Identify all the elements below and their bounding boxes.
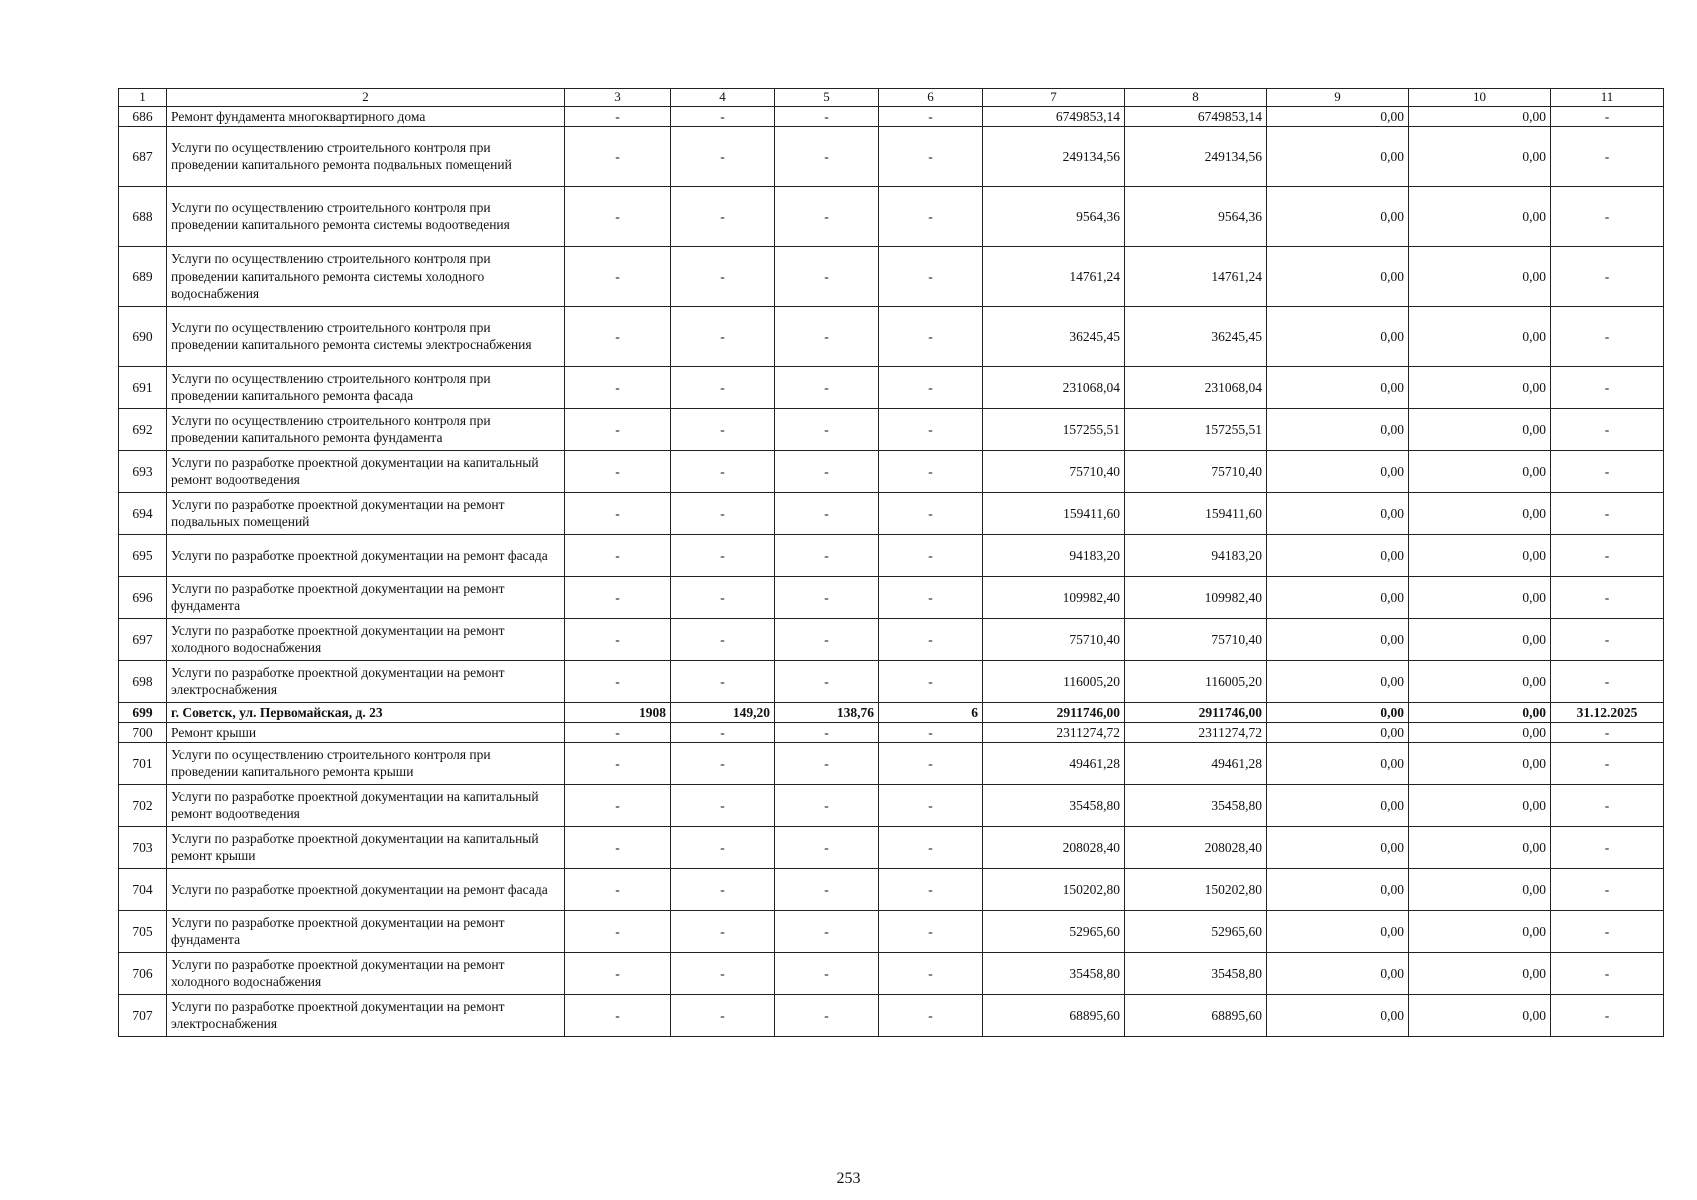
other-cost-cell: 0,00 (1409, 952, 1551, 994)
total-cost-cell: 35458,80 (983, 952, 1125, 994)
row-number-cell: 692 (119, 408, 167, 450)
total-area-cell: - (671, 534, 775, 576)
build-year-cell: - (565, 408, 671, 450)
row-number-cell: 697 (119, 618, 167, 660)
living-area-cell: - (775, 952, 879, 994)
living-area-cell: - (775, 784, 879, 826)
deadline-cell: - (1551, 186, 1664, 246)
deadline-cell: - (1551, 408, 1664, 450)
total-area-cell: - (671, 366, 775, 408)
living-area-cell: - (775, 742, 879, 784)
total-area-cell: - (671, 306, 775, 366)
residents-cell: - (879, 660, 983, 702)
budget-cost-cell: 0,00 (1267, 492, 1409, 534)
row-number-cell: 696 (119, 576, 167, 618)
living-area-cell: - (775, 722, 879, 742)
fund-cost-cell: 35458,80 (1125, 952, 1267, 994)
build-year-cell: - (565, 952, 671, 994)
budget-cost-cell: 0,00 (1267, 722, 1409, 742)
deadline-cell: - (1551, 576, 1664, 618)
fund-cost-cell: 6749853,14 (1125, 106, 1267, 126)
deadline-cell: - (1551, 246, 1664, 306)
total-area-cell: - (671, 246, 775, 306)
residents-cell: - (879, 492, 983, 534)
living-area-cell: - (775, 994, 879, 1036)
row-number-cell: 694 (119, 492, 167, 534)
total-area-cell: - (671, 660, 775, 702)
living-area-cell: - (775, 868, 879, 910)
other-cost-cell: 0,00 (1409, 366, 1551, 408)
total-area-cell: - (671, 576, 775, 618)
deadline-cell: - (1551, 534, 1664, 576)
fund-cost-cell: 231068,04 (1125, 366, 1267, 408)
work-name-cell: Услуги по разработке проектной документации на капитальный ремонт водоотведения (167, 784, 565, 826)
fund-cost-cell: 9564,36 (1125, 186, 1267, 246)
fund-cost-cell: 35458,80 (1125, 784, 1267, 826)
table-row (119, 186, 1664, 246)
table-row (119, 742, 1664, 784)
total-cost-cell: 208028,40 (983, 826, 1125, 868)
deadline-cell: 31.12.2025 (1551, 702, 1664, 722)
budget-cost-cell: 0,00 (1267, 106, 1409, 126)
build-year-cell: - (565, 660, 671, 702)
total-cost-cell: 52965,60 (983, 910, 1125, 952)
budget-cost-cell: 0,00 (1267, 952, 1409, 994)
other-cost-cell: 0,00 (1409, 186, 1551, 246)
fund-cost-cell: 2911746,00 (1125, 702, 1267, 722)
row-number-cell: 693 (119, 450, 167, 492)
table-row (119, 722, 1664, 742)
work-name-cell: Ремонт фундамента многоквартирного дома (167, 106, 565, 126)
total-cost-cell: 36245,45 (983, 306, 1125, 366)
fund-cost-cell: 116005,20 (1125, 660, 1267, 702)
other-cost-cell: 0,00 (1409, 408, 1551, 450)
row-number-cell: 687 (119, 126, 167, 186)
work-name-cell: Услуги по разработке проектной документации на ремонт холодного водоснабжения (167, 618, 565, 660)
other-cost-cell: 0,00 (1409, 826, 1551, 868)
living-area-cell: - (775, 534, 879, 576)
work-name-cell: г. Советск, ул. Первомайская, д. 23 (167, 702, 565, 722)
living-area-cell: - (775, 910, 879, 952)
total-area-cell: - (671, 126, 775, 186)
build-year-cell: 1908 (565, 702, 671, 722)
work-name-cell: Услуги по осуществлению строительного контроля при проведении капитального ремонта фасада (167, 366, 565, 408)
deadline-cell: - (1551, 722, 1664, 742)
column-header: 2 (167, 89, 565, 107)
budget-cost-cell: 0,00 (1267, 910, 1409, 952)
deadline-cell: - (1551, 618, 1664, 660)
budget-cost-cell: 0,00 (1267, 126, 1409, 186)
residents-cell: - (879, 106, 983, 126)
residents-cell: - (879, 576, 983, 618)
build-year-cell: - (565, 868, 671, 910)
page-number: 253 (836, 1170, 861, 1187)
build-year-cell: - (565, 450, 671, 492)
deadline-cell: - (1551, 952, 1664, 994)
fund-cost-cell: 52965,60 (1125, 910, 1267, 952)
document-sheet (118, 88, 1663, 1037)
fund-cost-cell: 157255,51 (1125, 408, 1267, 450)
fund-cost-cell: 49461,28 (1125, 742, 1267, 784)
living-area-cell: - (775, 306, 879, 366)
build-year-cell: - (565, 910, 671, 952)
other-cost-cell: 0,00 (1409, 106, 1551, 126)
fund-cost-cell: 75710,40 (1125, 618, 1267, 660)
other-cost-cell: 0,00 (1409, 618, 1551, 660)
build-year-cell: - (565, 784, 671, 826)
table-row (119, 126, 1664, 186)
table-row (119, 408, 1664, 450)
work-name-cell: Услуги по осуществлению строительного контроля при проведении капитального ремонта системы электроснабжения (167, 306, 565, 366)
column-header: 7 (983, 89, 1125, 107)
column-header: 11 (1551, 89, 1664, 107)
table-row (119, 784, 1664, 826)
row-number-cell: 706 (119, 952, 167, 994)
fund-cost-cell: 150202,80 (1125, 868, 1267, 910)
deadline-cell: - (1551, 784, 1664, 826)
fund-cost-cell: 68895,60 (1125, 994, 1267, 1036)
row-number-cell: 688 (119, 186, 167, 246)
work-name-cell: Услуги по разработке проектной документации на капитальный ремонт крыши (167, 826, 565, 868)
total-cost-cell: 68895,60 (983, 994, 1125, 1036)
row-number-cell: 698 (119, 660, 167, 702)
budget-cost-cell: 0,00 (1267, 618, 1409, 660)
work-name-cell: Услуги по разработке проектной документации на ремонт электроснабжения (167, 994, 565, 1036)
total-area-cell: - (671, 618, 775, 660)
build-year-cell: - (565, 492, 671, 534)
row-number-cell: 686 (119, 106, 167, 126)
other-cost-cell: 0,00 (1409, 742, 1551, 784)
budget-cost-cell: 0,00 (1267, 534, 1409, 576)
total-area-cell: 149,20 (671, 702, 775, 722)
deadline-cell: - (1551, 660, 1664, 702)
work-name-cell: Ремонт крыши (167, 722, 565, 742)
living-area-cell: - (775, 576, 879, 618)
column-header: 1 (119, 89, 167, 107)
fund-cost-cell: 94183,20 (1125, 534, 1267, 576)
living-area-cell: - (775, 246, 879, 306)
fund-cost-cell: 208028,40 (1125, 826, 1267, 868)
deadline-cell: - (1551, 106, 1664, 126)
deadline-cell: - (1551, 450, 1664, 492)
work-name-cell: Услуги по разработке проектной документации на ремонт подвальных помещений (167, 492, 565, 534)
budget-cost-cell: 0,00 (1267, 408, 1409, 450)
build-year-cell: - (565, 742, 671, 784)
row-number-cell: 707 (119, 994, 167, 1036)
table-row (119, 952, 1664, 994)
budget-cost-cell: 0,00 (1267, 826, 1409, 868)
living-area-cell: - (775, 126, 879, 186)
other-cost-cell: 0,00 (1409, 534, 1551, 576)
total-area-cell: - (671, 722, 775, 742)
work-name-cell: Услуги по разработке проектной документации на ремонт фасада (167, 534, 565, 576)
residents-cell: - (879, 534, 983, 576)
total-cost-cell: 49461,28 (983, 742, 1125, 784)
residents-cell: - (879, 618, 983, 660)
row-number-cell: 704 (119, 868, 167, 910)
residents-cell: - (879, 408, 983, 450)
fund-cost-cell: 36245,45 (1125, 306, 1267, 366)
living-area-cell: - (775, 408, 879, 450)
budget-cost-cell: 0,00 (1267, 186, 1409, 246)
living-area-cell: - (775, 106, 879, 126)
other-cost-cell: 0,00 (1409, 450, 1551, 492)
deadline-cell: - (1551, 126, 1664, 186)
total-area-cell: - (671, 994, 775, 1036)
build-year-cell: - (565, 106, 671, 126)
residents-cell: - (879, 306, 983, 366)
build-year-cell: - (565, 534, 671, 576)
fund-cost-cell: 159411,60 (1125, 492, 1267, 534)
fund-cost-cell: 249134,56 (1125, 126, 1267, 186)
work-name-cell: Услуги по разработке проектной документации на капитальный ремонт водоотведения (167, 450, 565, 492)
residents-cell: - (879, 450, 983, 492)
total-cost-cell: 75710,40 (983, 618, 1125, 660)
total-cost-cell: 94183,20 (983, 534, 1125, 576)
deadline-cell: - (1551, 910, 1664, 952)
residents-cell: - (879, 910, 983, 952)
table-row (119, 450, 1664, 492)
table-row (119, 660, 1664, 702)
total-area-cell: - (671, 408, 775, 450)
other-cost-cell: 0,00 (1409, 126, 1551, 186)
residents-cell: - (879, 722, 983, 742)
budget-cost-cell: 0,00 (1267, 994, 1409, 1036)
total-cost-cell: 2311274,72 (983, 722, 1125, 742)
work-name-cell: Услуги по осуществлению строительного контроля при проведении капитального ремонта фундамента (167, 408, 565, 450)
budget-cost-cell: 0,00 (1267, 450, 1409, 492)
total-area-cell: - (671, 784, 775, 826)
living-area-cell: - (775, 450, 879, 492)
column-header: 8 (1125, 89, 1267, 107)
row-number-cell: 691 (119, 366, 167, 408)
table-row (119, 618, 1664, 660)
build-year-cell: - (565, 246, 671, 306)
other-cost-cell: 0,00 (1409, 994, 1551, 1036)
fund-cost-cell: 14761,24 (1125, 246, 1267, 306)
other-cost-cell: 0,00 (1409, 660, 1551, 702)
column-header: 4 (671, 89, 775, 107)
total-area-cell: - (671, 910, 775, 952)
row-number-cell: 705 (119, 910, 167, 952)
residents-cell: - (879, 186, 983, 246)
total-area-cell: - (671, 186, 775, 246)
build-year-cell: - (565, 576, 671, 618)
residents-cell: - (879, 784, 983, 826)
column-header: 10 (1409, 89, 1551, 107)
build-year-cell: - (565, 366, 671, 408)
total-cost-cell: 35458,80 (983, 784, 1125, 826)
column-header: 6 (879, 89, 983, 107)
total-cost-cell: 9564,36 (983, 186, 1125, 246)
residents-cell: - (879, 826, 983, 868)
table-body (119, 106, 1664, 1036)
total-cost-cell: 159411,60 (983, 492, 1125, 534)
build-year-cell: - (565, 306, 671, 366)
column-header: 9 (1267, 89, 1409, 107)
work-name-cell: Услуги по осуществлению строительного контроля при проведении капитального ремонта системы водоотведения (167, 186, 565, 246)
living-area-cell: - (775, 186, 879, 246)
total-cost-cell: 14761,24 (983, 246, 1125, 306)
row-number-cell: 701 (119, 742, 167, 784)
work-name-cell: Услуги по разработке проектной документации на ремонт фасада (167, 868, 565, 910)
table-row (119, 306, 1664, 366)
other-cost-cell: 0,00 (1409, 702, 1551, 722)
residents-cell: - (879, 868, 983, 910)
build-year-cell: - (565, 186, 671, 246)
budget-cost-cell: 0,00 (1267, 702, 1409, 722)
row-number-cell: 695 (119, 534, 167, 576)
table-row (119, 492, 1664, 534)
fund-cost-cell: 2311274,72 (1125, 722, 1267, 742)
residents-cell: - (879, 246, 983, 306)
total-cost-cell: 6749853,14 (983, 106, 1125, 126)
total-cost-cell: 109982,40 (983, 576, 1125, 618)
living-area-cell: - (775, 366, 879, 408)
fund-cost-cell: 75710,40 (1125, 450, 1267, 492)
other-cost-cell: 0,00 (1409, 784, 1551, 826)
budget-cost-cell: 0,00 (1267, 246, 1409, 306)
total-area-cell: - (671, 868, 775, 910)
other-cost-cell: 0,00 (1409, 722, 1551, 742)
build-year-cell: - (565, 826, 671, 868)
total-cost-cell: 157255,51 (983, 408, 1125, 450)
table-row-address (119, 702, 1664, 722)
row-number-cell: 700 (119, 722, 167, 742)
budget-cost-cell: 0,00 (1267, 868, 1409, 910)
column-header: 5 (775, 89, 879, 107)
living-area-cell: 138,76 (775, 702, 879, 722)
work-name-cell: Услуги по разработке проектной документации на ремонт электроснабжения (167, 660, 565, 702)
table-row (119, 910, 1664, 952)
residents-cell: 6 (879, 702, 983, 722)
table-row (119, 106, 1664, 126)
budget-cost-cell: 0,00 (1267, 366, 1409, 408)
total-area-cell: - (671, 952, 775, 994)
total-cost-cell: 2911746,00 (983, 702, 1125, 722)
living-area-cell: - (775, 660, 879, 702)
table-row (119, 868, 1664, 910)
living-area-cell: - (775, 492, 879, 534)
row-number-cell: 703 (119, 826, 167, 868)
row-number-cell: 689 (119, 246, 167, 306)
deadline-cell: - (1551, 742, 1664, 784)
build-year-cell: - (565, 618, 671, 660)
budget-cost-cell: 0,00 (1267, 784, 1409, 826)
deadline-cell: - (1551, 306, 1664, 366)
deadline-cell: - (1551, 826, 1664, 868)
total-cost-cell: 75710,40 (983, 450, 1125, 492)
other-cost-cell: 0,00 (1409, 306, 1551, 366)
total-cost-cell: 231068,04 (983, 366, 1125, 408)
deadline-cell: - (1551, 868, 1664, 910)
row-number-cell: 690 (119, 306, 167, 366)
build-year-cell: - (565, 722, 671, 742)
work-name-cell: Услуги по осуществлению строительного контроля при проведении капитального ремонта системы холодного водоснабжения (167, 246, 565, 306)
column-header: 3 (565, 89, 671, 107)
row-number-cell: 702 (119, 784, 167, 826)
other-cost-cell: 0,00 (1409, 492, 1551, 534)
total-area-cell: - (671, 492, 775, 534)
living-area-cell: - (775, 826, 879, 868)
total-cost-cell: 249134,56 (983, 126, 1125, 186)
column-number-row (119, 89, 1664, 107)
table-row (119, 246, 1664, 306)
work-name-cell: Услуги по разработке проектной документации на ремонт фундамента (167, 910, 565, 952)
table-row (119, 366, 1664, 408)
total-cost-cell: 150202,80 (983, 868, 1125, 910)
budget-cost-cell: 0,00 (1267, 576, 1409, 618)
build-year-cell: - (565, 994, 671, 1036)
deadline-cell: - (1551, 492, 1664, 534)
work-name-cell: Услуги по осуществлению строительного контроля при проведении капитального ремонта подвальных помещений (167, 126, 565, 186)
work-name-cell: Услуги по осуществлению строительного контроля при проведении капитального ремонта крыши (167, 742, 565, 784)
fund-cost-cell: 109982,40 (1125, 576, 1267, 618)
residents-cell: - (879, 126, 983, 186)
total-area-cell: - (671, 106, 775, 126)
table-row (119, 534, 1664, 576)
total-area-cell: - (671, 450, 775, 492)
total-cost-cell: 116005,20 (983, 660, 1125, 702)
budget-cost-cell: 0,00 (1267, 306, 1409, 366)
table-row (119, 576, 1664, 618)
other-cost-cell: 0,00 (1409, 576, 1551, 618)
row-number-cell: 699 (119, 702, 167, 722)
other-cost-cell: 0,00 (1409, 246, 1551, 306)
total-area-cell: - (671, 826, 775, 868)
deadline-cell: - (1551, 994, 1664, 1036)
work-name-cell: Услуги по разработке проектной документации на ремонт холодного водоснабжения (167, 952, 565, 994)
repair-program-table (118, 88, 1664, 1037)
deadline-cell: - (1551, 366, 1664, 408)
budget-cost-cell: 0,00 (1267, 742, 1409, 784)
living-area-cell: - (775, 618, 879, 660)
other-cost-cell: 0,00 (1409, 910, 1551, 952)
residents-cell: - (879, 366, 983, 408)
table-row (119, 994, 1664, 1036)
other-cost-cell: 0,00 (1409, 868, 1551, 910)
work-name-cell: Услуги по разработке проектной документации на ремонт фундамента (167, 576, 565, 618)
residents-cell: - (879, 952, 983, 994)
residents-cell: - (879, 742, 983, 784)
total-area-cell: - (671, 742, 775, 784)
table-row (119, 826, 1664, 868)
build-year-cell: - (565, 126, 671, 186)
budget-cost-cell: 0,00 (1267, 660, 1409, 702)
residents-cell: - (879, 994, 983, 1036)
